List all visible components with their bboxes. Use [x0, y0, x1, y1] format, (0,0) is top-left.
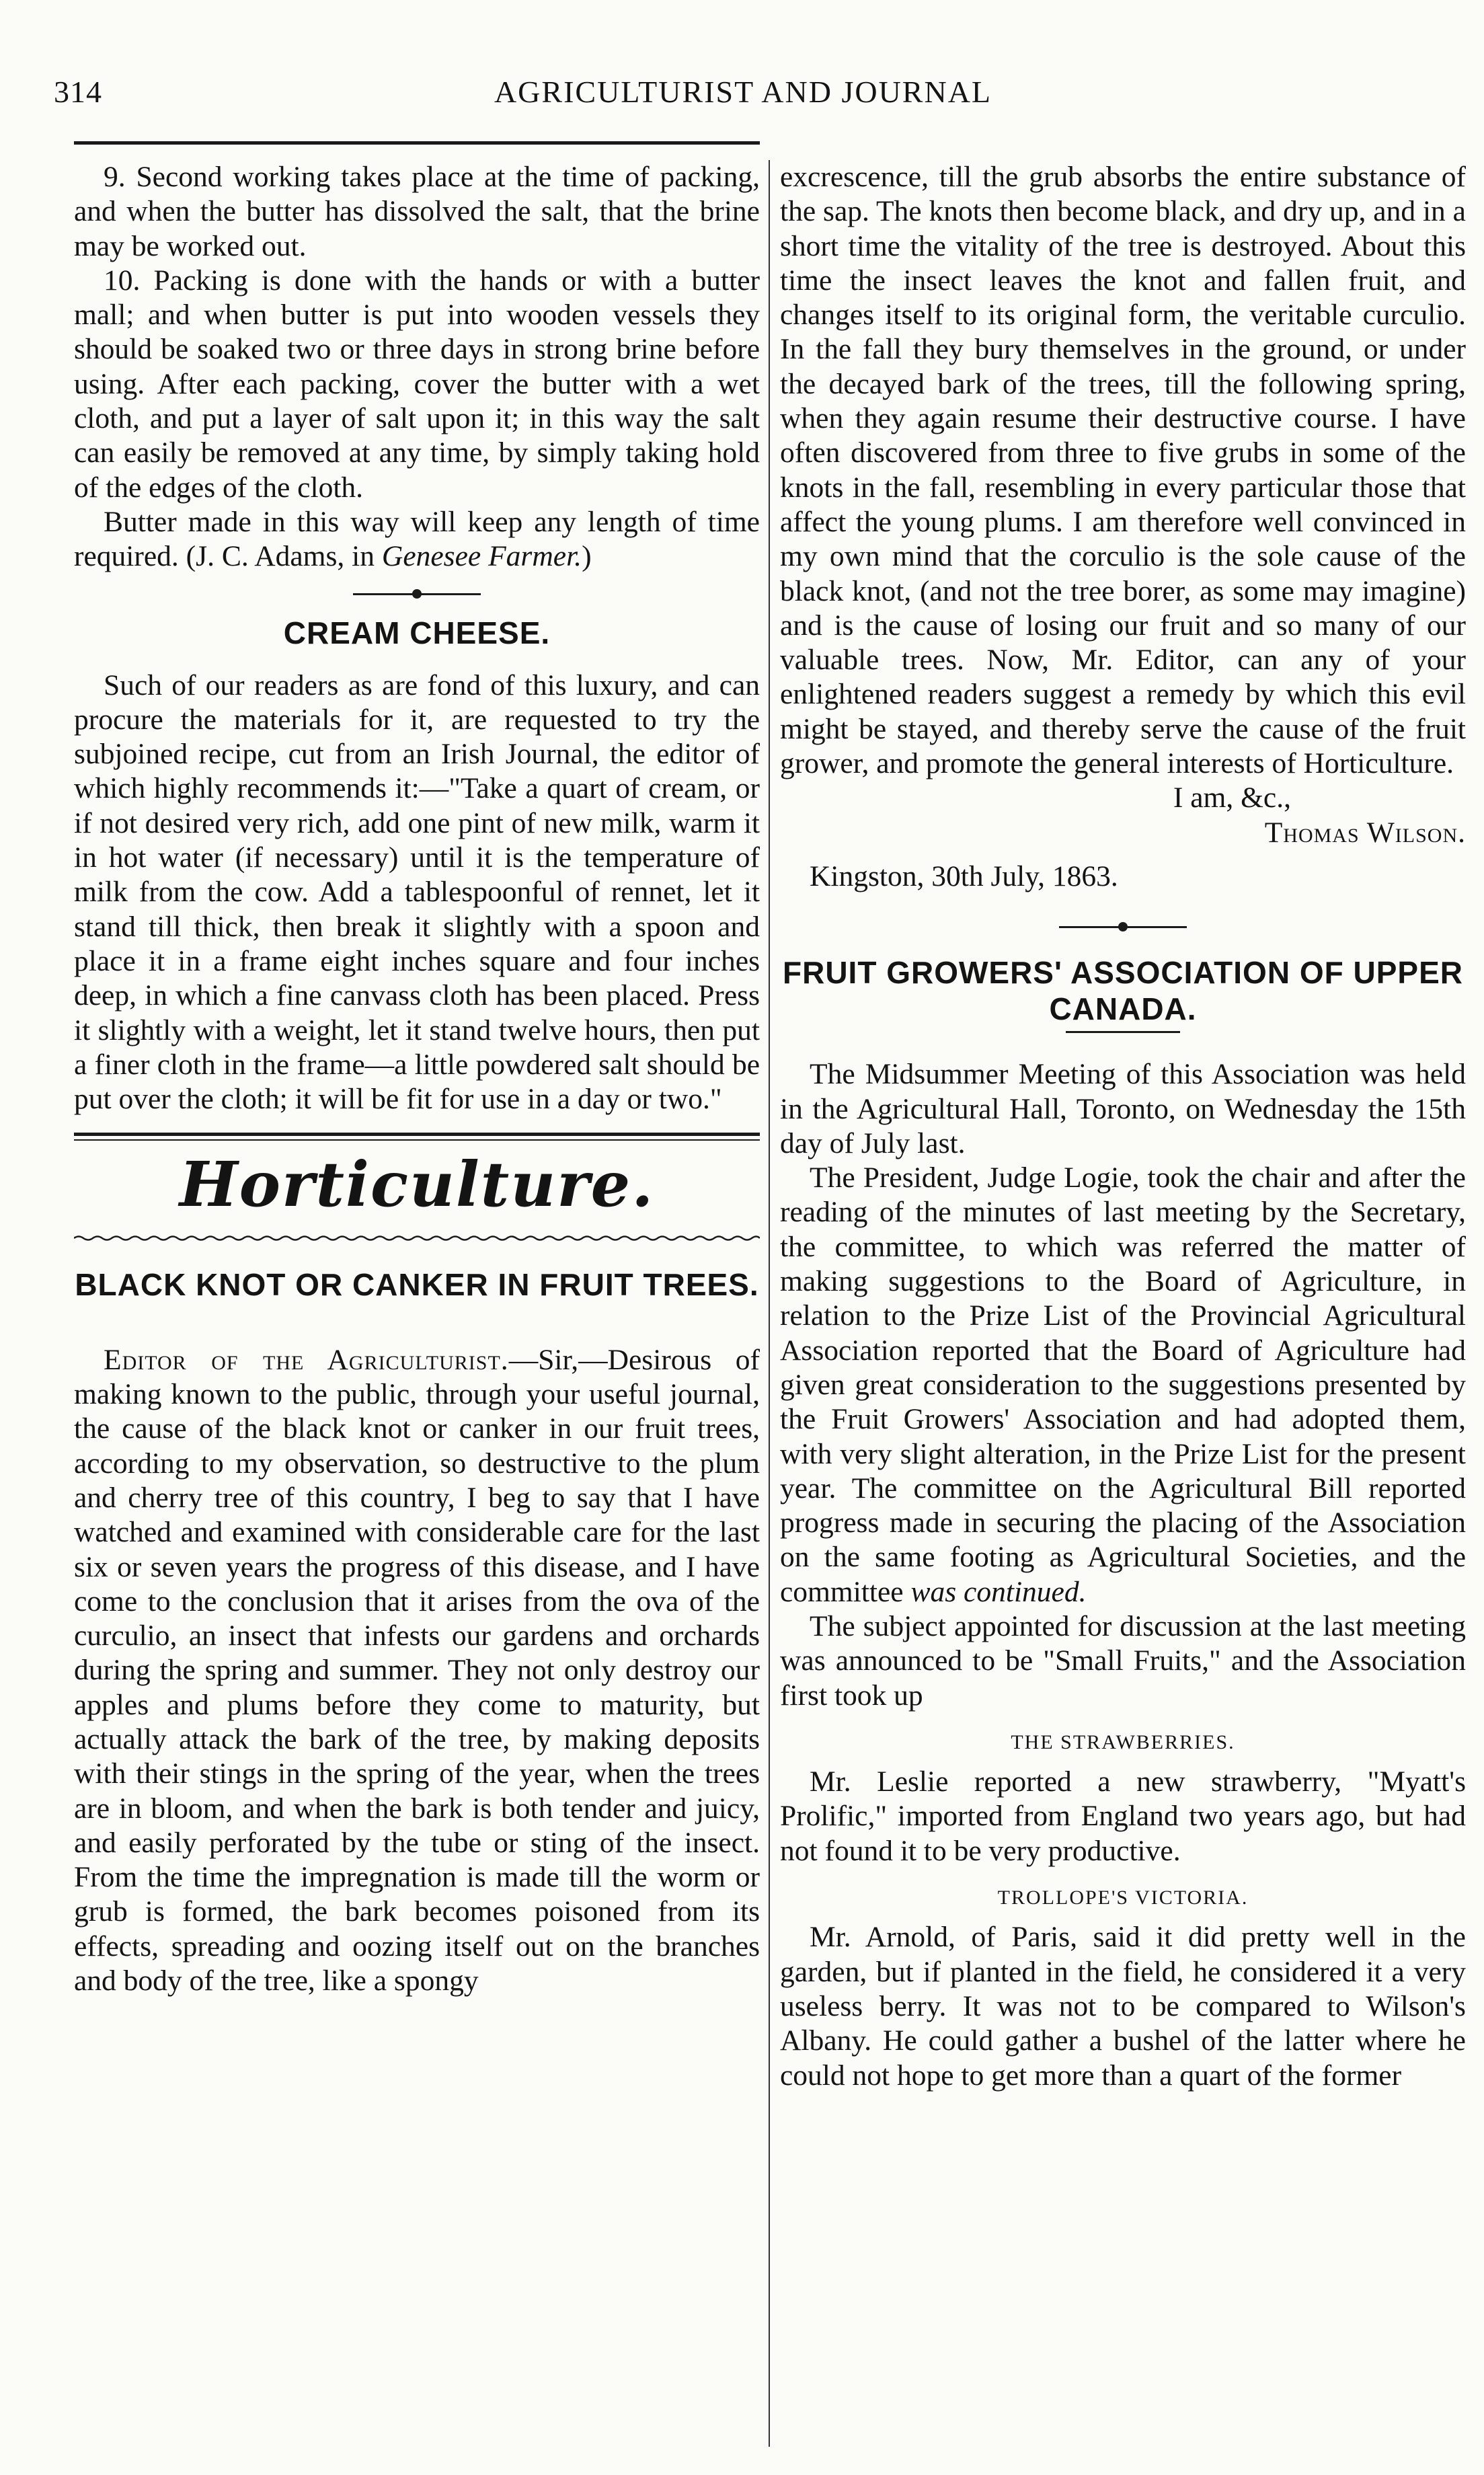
fga-paragraph-2 — [780, 1161, 1466, 1609]
letter-sign-off: I am, &c., — [1173, 782, 1291, 814]
horticulture-section-heading: Horticulture. — [179, 1148, 655, 1221]
ornament-rule-right — [780, 907, 1466, 948]
strawberries-heading: THE STRAWBERRIES. — [1011, 1730, 1235, 1753]
letter-signature: Thomas Wilson. — [1264, 816, 1466, 849]
fruit-growers-heading: FRUIT GROWERS' ASSOCIATION OF UPPER CANADA. — [783, 955, 1463, 1027]
cream-cheese-body: Such of our readers as are fond of this luxury, and can procure the materials for it, are requested to try the subjoined recipe, cut from an Irish Journal, the editor of which highly recommends it:—"Take a quart of cream, or if not desired very rich, add one pint of new milk, warm it in hot water (if necessary) until it is the temperature of milk from the cow. Add a tablespoonful of rennet, let it stand till thick, then break it slightly with a spoon and place it in a frame eight inches square and four inches deep, in which a fine canvass cloth has been placed. Press it slightly with a weight, let it stand twelve hours, then put a finer cloth in the frame—a little powdered salt should be put over the cloth; it will be fit for use in a day or two." — [74, 669, 760, 1116]
butter-closing: Butter made in this way will keep any length of time required. (J. C. Adams, in Genesee Farmer.) — [74, 505, 760, 573]
letter-dateline: Kingston, 30th July, 1863. — [810, 860, 1118, 892]
right-column — [780, 160, 1466, 2460]
fga-paragraph-2-text: The President, Judge Logie, took the chair and after the reading of the minutes of last meeting by the Secretary, the committee, to which was referred the matter of making suggestions to the Board of Agriculture, in relation to the Prize List of the Provincial Agricultural Association reported that the Board of Agriculture had given great consideration to the suggestions presented by the Fruit Growers' Association and had adopted them, with very slight alteration, in the Prize List for the present year. The committee on the Agricultural Bill reported progress made in securing the placing of the Association on the same footing as Agricultural Societies, and the committee — [780, 1162, 1466, 1608]
fga-paragraph-1: The Midsummer Meeting of this Association was held in the Agricultural Hall, Toronto, on Wednesday the 15th day of July last. — [780, 1058, 1466, 1159]
butter-source: Genesee Farmer. — [381, 540, 582, 573]
trollope-body: Mr. Arnold, of Paris, said it did pretty well in the garden, but if planted in the field, he considered it a very useless berry. It was not to be compared to Wilson's Albany. He could gather a bushel of the latter where he could not hope to get more than a quart of the former — [780, 1921, 1466, 2092]
page-number: 314 — [54, 75, 102, 109]
black-knot-continuation: excrescence, till the grub absorbs the entire substance of the sap. The knots then become black, and dry up, and in a short time the vitality of the tree is destroyed. About this time the insect leaves the knot and fallen fruit, and changes itself to its original form, the veritable curculio. In the fall they bury themselves in the ground, or under the decayed bark of the trees, till the following spring, when they again resume their destructive course. I have often discovered from three to five grubs in some of the knots in the fall, resembling in every particular those that affect the young plums. I am therefore well convinced in my own mind that the corculio is the sole cause of the black knot, (and not the tree borer, as some may imagine) and is the cause of losing our fruit and so many of our valuable trees. Now, Mr. Editor, can any of your enlightened readers suggest a remedy by which this evil might be stayed, and thereby serve the cause of the fruit grower, and promote the general interests of Horticulture. — [780, 161, 1466, 780]
black-knot-body: —Sir,—Desirous of making known to the public, through your useful journal, the cause of the black knot or canker in our fruit trees, according to my observation, so destructive to the plum and cherry tree of this country, I beg to say that I have watched and examined with considerable care for the last six or seven years the progress of this disease, and I have come to the conclusion that it arises from the ova of the curculio, an insect that infests our gardens and orchards during the spring and summer. They not only destroy our apples and plums before they come to maturity, but actually attack the bark of the tree, by making deposits with their stings in the spring of the year, when the trees are in bloom, and when the bark is both tender and juicy, and easily perforated by the tube or sting of the insect. From the time the impregnation is made till the worm or grub is formed, the bark becomes poisoned from its effects, spreading and oozing itself out on the branches and body of the tree, like a spongy — [74, 1343, 760, 1997]
header-rule — [74, 141, 760, 148]
letter-salutation: Editor of the Agriculturist. — [104, 1343, 509, 1376]
black-knot-heading: BLACK KNOT OR CANKER IN FRUIT TREES. — [75, 1266, 759, 1302]
trollope-heading: TROLLOPE'S VICTORIA. — [997, 1887, 1249, 1909]
strawberries-body: Mr. Leslie reported a new strawberry, "Myatt's Prolific," imported from England two years ago, but had not found it to be very productive. — [780, 1765, 1466, 1867]
page-header — [54, 74, 1432, 121]
heading-underline — [1066, 1031, 1180, 1033]
cream-cheese-heading: CREAM CHEESE. — [283, 615, 551, 650]
column-divider — [769, 160, 770, 2447]
section-double-rule — [74, 1133, 760, 1141]
running-title: AGRICULTURIST AND JOURNAL — [494, 75, 992, 109]
fga-paragraph-2-italic: was continued. — [910, 1575, 1087, 1608]
fga-paragraph-3: The subject appointed for discussion at the last meeting was announced to be "Small Fruits," and the Association first took up — [780, 1609, 1466, 1712]
wavy-rule — [74, 1235, 760, 1242]
ornament-rule — [74, 574, 760, 615]
butter-step-10: 10. Packing is done with the hands or with a butter mall; and when butter is put into wooden vessels they should be soaked two or three days in strong brine before using. After each packing, cover the butter with a wet cloth, and put a layer of salt upon it; in this way the salt can easily be removed at any time, by simply taking hold of the edges of the cloth. — [74, 264, 760, 504]
black-knot-letter — [74, 1343, 760, 1999]
butter-step-9: 9. Second working takes place at the time of packing, and when the butter has dissolved the salt, that the brine may be worked out. — [74, 161, 760, 262]
butter-closing-text: Butter made in this way will keep any length of time required. (J. C. Adams, in — [74, 505, 760, 573]
left-column — [74, 160, 760, 2460]
